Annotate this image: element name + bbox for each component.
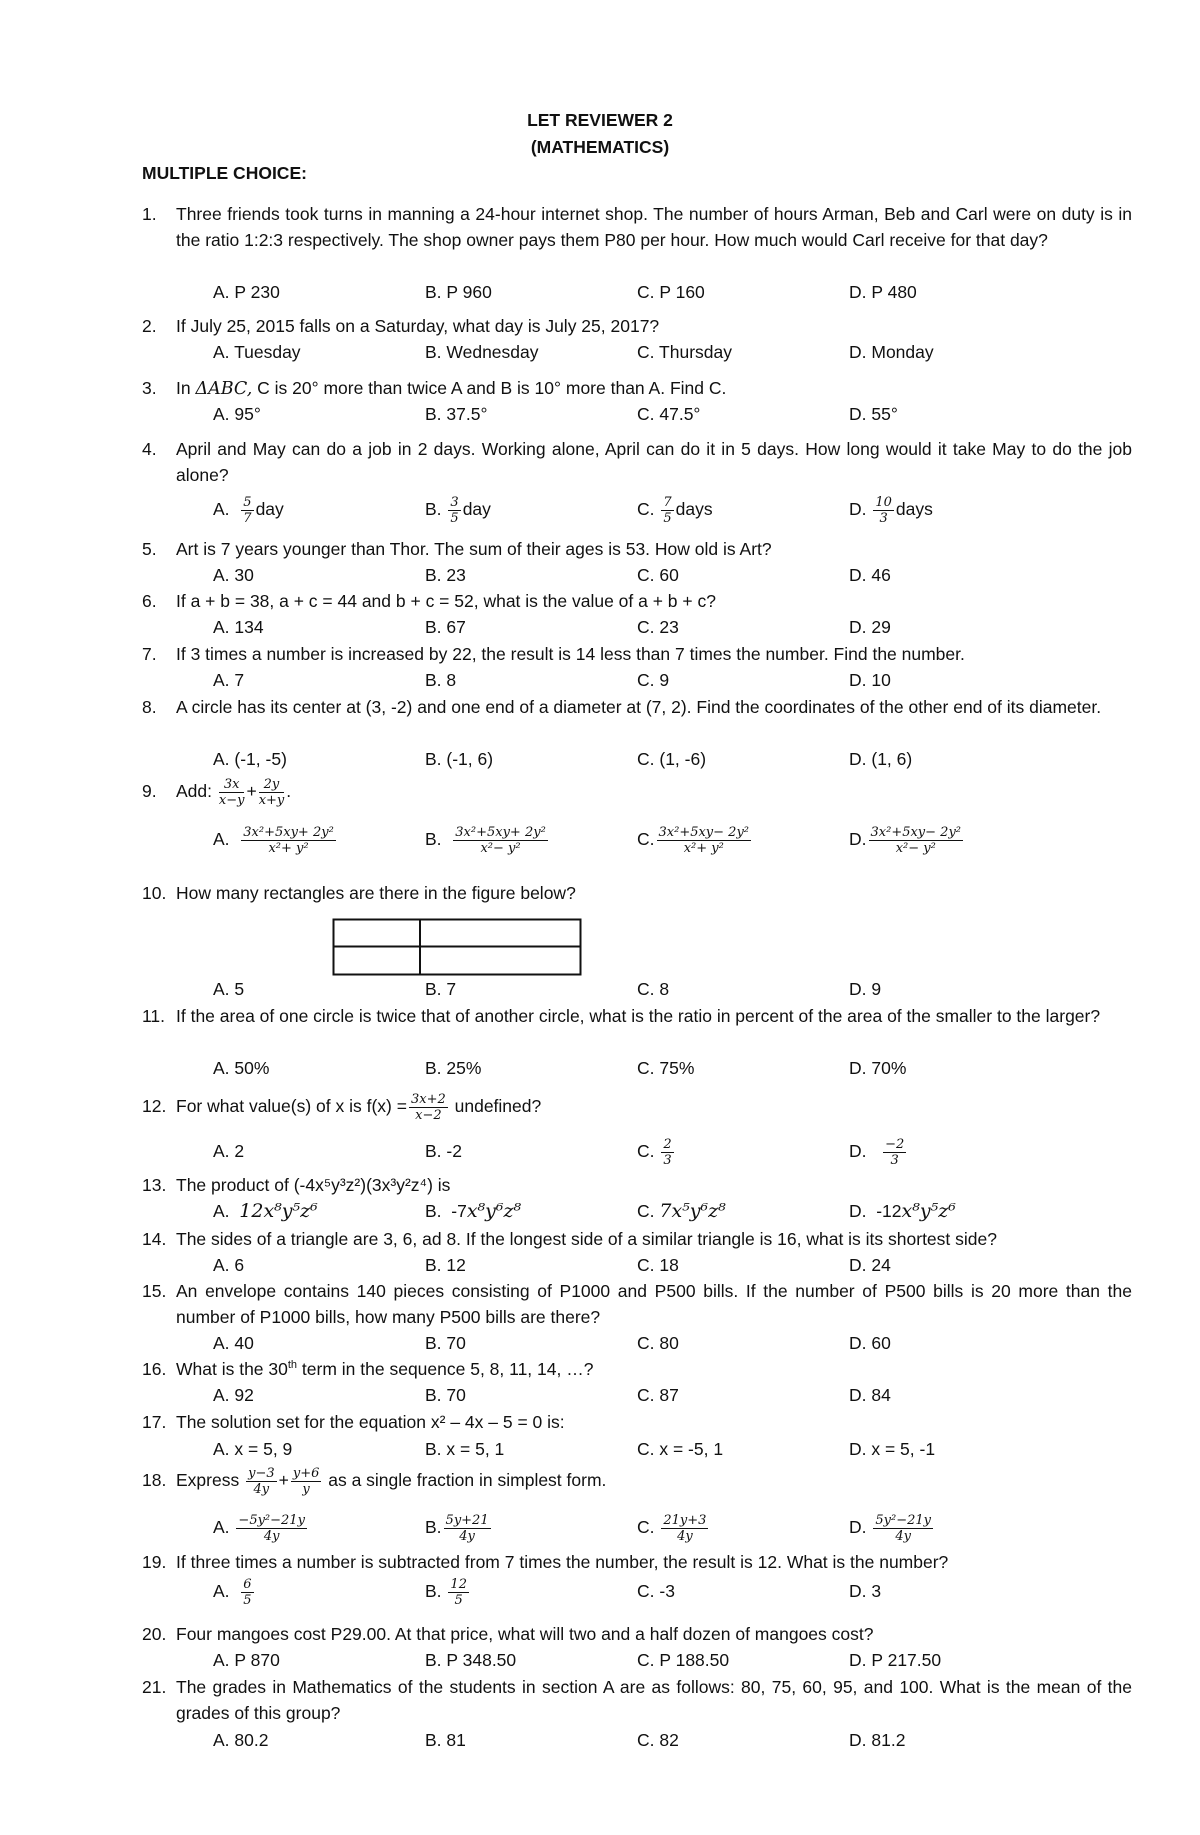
operator: + [278,1470,289,1491]
question-text: If July 25, 2015 falls on a Saturday, what day is July 25, 2017? [176,316,660,336]
text-part: as a single fraction in simplest form. [328,1470,607,1491]
option-a[interactable]: A. 40 [213,1333,254,1353]
options-10 [213,976,1113,1002]
option-a[interactable]: A. Tuesday [213,342,301,362]
option-c[interactable]: C. 60 [637,565,679,585]
math-expression: 7x⁵y⁶z⁸ [659,1200,726,1222]
denominator: 7 [243,511,252,526]
question-number: 8. [142,697,157,717]
doc-subtitle: (MATHEMATICS) [530,137,670,157]
triangle-abc: ΔABC, [195,379,253,399]
question-number: 6. [142,591,157,611]
options-9 [213,826,1113,866]
numerator: 21y+3 [663,1513,707,1528]
option-d[interactable] [849,1514,935,1543]
option-label: A. [213,1581,230,1602]
option-d[interactable]: D. 84 [849,1385,891,1405]
denominator: x²− y² [480,841,521,856]
options-14 [213,1252,1113,1278]
option-b[interactable]: B. 23 [425,565,466,585]
question-number: 14. [142,1229,167,1249]
question-1 [142,201,1132,253]
option-a[interactable] [213,496,284,525]
question-text: An envelope contains 140 pieces consisting of P1000 and P500 bills. If the number of P500 bills is 20 more than the number of P1000 bills, how many P500 bills are there? [176,1281,1132,1327]
fraction [873,496,894,525]
numerator: y−3 [248,1466,275,1481]
numerator: −5y²−21y [238,1513,305,1528]
numerator: −2 [885,1137,905,1152]
option-c[interactable]: C. 82 [637,1730,679,1750]
question-number: 11. [142,1006,166,1026]
question-text: Three friends took turns in manning a 24-hour internet shop. The number of hours Arman, Beb and Carl were on duty is in the ratio 1:2:3 respectively. The shop owner pays them P80 per hour. How much would Carl receive for that day? [176,204,1132,250]
numerator: 2y [259,778,285,793]
question-text: The solution set for the equation x² – 4x – 5 = 0 is: [176,1412,565,1432]
option-b[interactable]: B. -2 [425,1141,462,1161]
option-label: B. [425,499,442,520]
option-d[interactable]: D. 60 [849,1333,891,1353]
option-a[interactable]: A. 6 [213,1255,245,1275]
question-number: 20. [142,1624,167,1644]
option-label: C. [637,1517,655,1538]
rectangles-figure [332,918,582,976]
option-a[interactable]: A. 95° [213,404,261,424]
option-d[interactable]: D. 55° [849,404,898,424]
option-a[interactable]: A. 92 [213,1385,254,1405]
option-c[interactable]: C. 87 [637,1385,679,1405]
options-2 [213,339,1113,365]
options-4 [213,496,1113,530]
fraction [259,778,285,807]
denominator: 4y [677,1529,693,1544]
question-number: 2. [142,316,157,336]
question-15 [142,1278,1132,1330]
option-label: B. [425,1201,442,1221]
option-d[interactable] [849,1198,956,1224]
math-expression: x⁸y⁵z⁶ [901,1200,956,1222]
option-d[interactable]: D. 70% [849,1058,907,1078]
option-label: A. [213,1201,230,1221]
question-text: How many rectangles are there in the figure below? [176,883,576,903]
text-part: In [176,378,196,398]
option-d[interactable]: D. 3 [849,1581,882,1601]
fraction [453,826,548,855]
section-heading: MULTIPLE CHOICE: [142,163,307,183]
denominator: 5 [450,511,459,526]
options-8 [213,746,1113,772]
option-b[interactable]: B. 8 [425,670,457,690]
option-d[interactable]: D. Monday [849,342,934,362]
numerator: 3x²+5xy+ 2y² [455,825,546,840]
option-a[interactable]: A. 134 [213,617,264,637]
doc-title: LET REVIEWER 2 [527,110,673,130]
denominator: 4y [253,1482,270,1497]
question-text [176,1093,1132,1122]
option-b[interactable]: B. 25% [425,1058,482,1078]
option-d[interactable]: D. 10 [849,670,891,690]
question-4 [142,436,1132,488]
option-a[interactable] [213,1198,318,1224]
question-number: 12. [142,1096,167,1116]
option-label: B. [425,1517,442,1538]
option-a[interactable]: A. P 230 [213,282,280,302]
question-text: Art is 7 years younger than Thor. The sum of their ages is 53. How old is Art? [176,539,772,559]
numerator: 3x [219,778,245,793]
question-7 [142,641,1132,667]
question-number: 16. [142,1359,167,1379]
option-d[interactable]: D. P 217.50 [849,1650,942,1670]
option-b[interactable]: B. Wednesday [425,342,539,362]
option-label: B. [425,1581,442,1602]
coefficient: -7 [451,1201,467,1221]
unit: day [255,499,284,520]
option-b[interactable]: B. 37.5° [425,404,488,424]
numerator: 2 [663,1137,672,1152]
fraction [241,1578,253,1607]
denominator: x²+ y² [683,841,724,856]
fraction [657,826,752,855]
option-a[interactable]: A. P 870 [213,1650,280,1670]
option-label: C. [637,1141,655,1162]
options-7 [213,667,1113,693]
option-a[interactable]: A. x = 5, 9 [213,1439,293,1459]
denominator: 5 [663,511,672,526]
option-c[interactable]: C. P 160 [637,282,705,302]
text-part: Add: [176,781,212,802]
numerator: 3x²+5xy− 2y² [658,825,750,840]
option-c[interactable]: C. 18 [637,1255,679,1275]
option-b[interactable]: B. 70 [425,1385,466,1405]
option-d[interactable] [849,1138,908,1167]
math-expression: x⁸y⁶z⁸ [466,1200,522,1222]
option-d[interactable] [849,826,965,855]
option-b[interactable]: B. 70 [425,1333,466,1353]
options-12 [213,1138,1113,1172]
option-d[interactable]: D. P 480 [849,282,917,302]
option-c[interactable]: C. 23 [637,617,679,637]
option-label: A. [213,829,230,850]
question-18 [142,1467,1132,1496]
option-label: B. [425,829,442,850]
option-a[interactable]: A. 80.2 [213,1730,269,1750]
fraction [883,1138,906,1167]
option-c[interactable] [637,1514,710,1543]
denominator: x−y [218,793,245,808]
question-12 [142,1093,1132,1122]
option-c[interactable] [637,496,713,525]
question-19 [142,1549,1132,1575]
numerator: 6 [243,1577,252,1592]
denominator: x²− y² [895,841,936,856]
question-number: 5. [142,539,157,559]
option-a[interactable]: A. 30 [213,565,254,585]
question-text: If 3 times a number is increased by 22, the result is 14 less than 7 times the number. Find the number. [176,644,965,664]
question-number: 7. [142,644,157,664]
option-b[interactable] [425,826,550,855]
numerator: 3 [450,495,459,510]
option-d[interactable]: D. 9 [849,979,882,999]
question-text: If a + b = 38, a + c = 44 and b + c = 52, what is the value of a + b + c? [176,591,716,611]
option-a[interactable] [213,826,338,855]
question-number: 17. [142,1412,167,1432]
unit: days [675,499,713,520]
option-c[interactable] [637,826,753,855]
fraction [661,496,673,525]
option-b[interactable] [425,1578,471,1607]
question-20 [142,1621,1132,1647]
question-21 [142,1674,1132,1726]
option-c[interactable]: C. 75% [637,1058,695,1078]
options-5 [213,562,1113,588]
option-c[interactable]: C. Thursday [637,342,732,362]
option-label: D. [849,829,867,850]
option-d[interactable]: D. 81.2 [849,1730,906,1750]
option-label: D. [849,1201,867,1221]
option-label: C. [637,1201,655,1221]
denominator: x²+ y² [268,841,309,856]
fraction [241,826,336,855]
denominator: 4y [895,1529,911,1544]
options-11 [213,1055,1113,1081]
text-part: For what value(s) of x is f(x) = [176,1096,407,1117]
options-1 [213,279,1113,305]
option-b[interactable] [425,1514,493,1543]
fraction [661,1514,708,1543]
fraction [448,496,460,525]
option-b[interactable]: B. 67 [425,617,466,637]
option-label: C. [637,829,655,850]
denominator: 4y [459,1529,475,1544]
question-number: 1. [142,204,157,224]
option-b[interactable]: B. P 960 [425,282,492,302]
numerator: 3x²+5xy− 2y² [870,825,962,840]
option-label: D. [849,499,867,520]
option-b[interactable]: B. x = 5, 1 [425,1439,505,1459]
numerator: 5 [243,495,252,510]
option-d[interactable]: D. 24 [849,1255,891,1275]
numerator: 3x+2 [410,1092,446,1107]
option-a[interactable]: A. 2 [213,1141,245,1161]
fraction [236,1514,307,1543]
option-c[interactable]: C. 8 [637,979,670,999]
options-16 [213,1382,1113,1408]
option-c[interactable]: C. 80 [637,1333,679,1353]
question-text [176,375,1132,402]
question-5 [142,536,1132,562]
denominator: 5 [243,1593,252,1608]
fraction [409,1093,448,1122]
option-a[interactable]: A. (-1, -5) [213,749,287,769]
question-number: 3. [142,378,157,398]
question-9 [142,778,1132,807]
option-label: D. [849,1141,867,1162]
option-label: D. [849,1517,867,1538]
denominator: x+y [258,793,285,808]
denominator: 3 [890,1153,899,1168]
fraction [444,1514,491,1543]
denominator: 4y [263,1529,280,1544]
options-15 [213,1330,1113,1356]
denominator: 5 [454,1593,463,1608]
question-text: If three times a number is subtracted from 7 times the number, the result is 12. What is the number? [176,1552,949,1572]
question-number: 9. [142,781,157,801]
option-d[interactable] [849,496,933,525]
option-b[interactable]: B. 81 [425,1730,466,1750]
fraction [241,496,253,525]
fraction [219,778,245,807]
options-6 [213,614,1113,640]
options-21 [213,1727,1113,1753]
question-number: 19. [142,1552,167,1572]
text-part: C is 20° more than twice A and B is 10° more than A. Find C. [252,378,727,398]
option-a[interactable]: A. 7 [213,670,245,690]
options-3 [213,401,1113,427]
option-c[interactable]: C. 47.5° [637,404,701,424]
question-16 [142,1356,1132,1382]
question-text: Add: $\frac{3x}{x-y}$ + $\frac{2y}{x+y}$ . [176,777,292,808]
fraction [661,1138,673,1167]
question-number: 21. [142,1677,167,1697]
option-c[interactable]: C. (1, -6) [637,749,707,769]
question-6 [142,588,1132,614]
question-number: 15. [142,1281,167,1301]
option-label: C. [637,499,655,520]
option-c[interactable] [637,1138,676,1167]
question-11 [142,1003,1132,1029]
coefficient: -12 [876,1201,902,1221]
text-part: term in the sequence 5, 8, 11, 14, …? [297,1359,594,1379]
option-d[interactable]: D. x = 5, -1 [849,1439,936,1459]
question-number: 10. [142,883,167,903]
denominator: 3 [879,511,888,526]
question-2 [142,313,1132,339]
option-c[interactable]: C. P 188.50 [637,1650,730,1670]
option-c[interactable]: C. -3 [637,1581,675,1601]
question-text: The product of (-4x⁵y³z²)(3x³y²z⁴) is [176,1175,451,1195]
option-a[interactable] [213,1514,309,1543]
text-part: Express [176,1470,240,1491]
question-10 [142,880,1132,906]
question-number: 13. [142,1175,167,1195]
operator: + [246,781,257,802]
question-number: 18. [142,1470,167,1490]
numerator: 5y²−21y [875,1513,931,1528]
unit: day [462,499,491,520]
options-18 [213,1514,1113,1552]
option-b[interactable]: B. (-1, 6) [425,749,494,769]
options-19 [213,1578,1113,1616]
text-part: undefined? [454,1096,542,1117]
option-c[interactable]: C. 9 [637,670,670,690]
numerator: y+6 [292,1466,320,1481]
question-text: Four mangoes cost P29.00. At that price, what will two and a half dozen of mangoes cost? [176,1624,874,1644]
option-a[interactable] [213,1578,256,1607]
text-part: What is the 30 [176,1359,288,1379]
option-b[interactable] [425,1198,521,1224]
question-text: April and May can do a job in 2 days. Working alone, April can do it in 5 days. How long would it take May to do the job alone? [176,439,1132,485]
options-17 [213,1436,1113,1462]
option-c[interactable] [637,1198,726,1224]
math-expression: 12x⁸y⁵z⁶ [239,1200,318,1222]
question-text [176,1467,1132,1496]
question-text: The sides of a triangle are 3, 6, ad 8. If the longest side of a similar triangle is 16, what is its shortest side? [176,1229,997,1249]
unit: days [895,499,933,520]
option-b[interactable]: B. P 348.50 [425,1650,517,1670]
question-13 [142,1172,1132,1198]
numerator: 7 [663,495,672,510]
option-c[interactable]: C. x = -5, 1 [637,1439,724,1459]
option-b[interactable]: B. 7 [425,979,457,999]
option-label: A. [213,1517,230,1538]
numerator: 3x²+5xy+ 2y² [243,825,334,840]
numerator: 5y+21 [445,1513,489,1528]
question-number: 4. [142,439,157,459]
question-14 [142,1226,1132,1252]
question-8 [142,694,1132,720]
option-label: A. [213,499,230,520]
fraction [873,1514,933,1543]
option-b[interactable] [425,496,491,525]
question-text [176,1356,1132,1382]
question-17 [142,1409,1132,1435]
fraction [448,1578,469,1607]
options-13 [213,1198,1113,1224]
options-20 [213,1647,1113,1673]
fraction [869,826,964,855]
question-3 [142,375,1132,402]
numerator: 10 [875,495,892,510]
numerator: 12 [450,1577,467,1592]
question-text: A circle has its center at (3, -2) and one end of a diameter at (7, 2). Find the coordinates of the other end of its diameter. [176,697,1102,717]
option-a[interactable]: A. 50% [213,1058,270,1078]
option-d[interactable]: D. 29 [849,617,891,637]
denominator: y [302,1482,310,1497]
fraction [246,1467,277,1496]
denominator: 3 [663,1153,672,1168]
option-b[interactable]: B. 12 [425,1255,466,1275]
option-d[interactable]: D. 46 [849,565,891,585]
option-d[interactable]: D. (1, 6) [849,749,913,769]
question-text: The grades in Mathematics of the students in section A are as follows: 80, 75, 60, 95, and 100. What is the mean of the grades of this group? [176,1677,1132,1723]
option-a[interactable]: A. 5 [213,979,245,999]
question-text: If the area of one circle is twice that of another circle, what is the ratio in percent of the area of the smaller to the larger? [176,1006,1101,1026]
fraction [291,1467,322,1496]
denominator: x−2 [415,1108,442,1123]
ordinal-suffix: th [287,1359,298,1372]
